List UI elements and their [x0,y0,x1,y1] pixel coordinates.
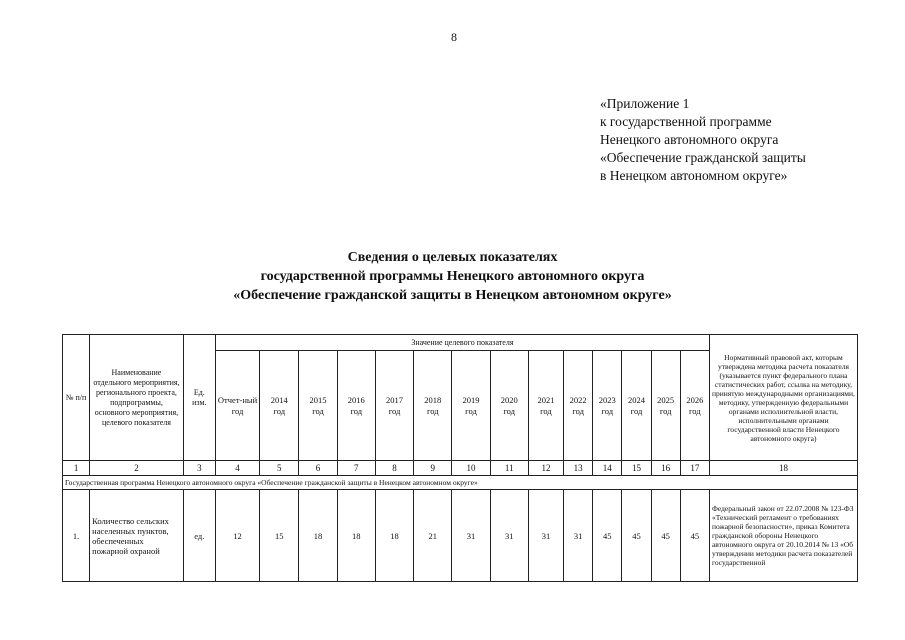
document-title [0,248,905,305]
value-cell: 21 [414,490,452,582]
col-number: 14 [593,461,622,476]
header-year-2021: 2021 год [528,351,563,461]
value-cell: 31 [528,490,563,582]
value-cell: 31 [564,490,593,582]
col-number: 18 [709,461,857,476]
appendix-line: в Ненецком автономном округе» [600,168,788,183]
col-number: 7 [337,461,375,476]
value-cell: 45 [593,490,622,582]
value-cell: 45 [651,490,680,582]
header-year-2026: 2026 год [680,351,709,461]
col-number: 12 [528,461,563,476]
indicator-unit: ед. [183,490,215,582]
section-row [63,476,858,490]
header-year-2014: 2014 год [260,351,299,461]
section-title: Государственная программа Ненецкого автономного округа «Обеспечение гражданской защиты в Ненецком автономном округе» [63,476,858,490]
col-number: 16 [651,461,680,476]
col-number: 4 [215,461,259,476]
header-year-2019: 2019 год [452,351,490,461]
header-norm: Нормативный правовой акт, которым утверждена методика расчета показателя (указывается пункт федерального плана статистических работ, ссылка на методику, принятую международными организациями, методику, утвержденную федеральными органами исполнительной власти, исполнительными органами государственной власти Ненецкого автономного округа) [709,335,857,461]
indicator-name: Количество сельских населенных пунктов, обеспеченных пожарной охраной [90,490,184,582]
header-year-2016: 2016 год [337,351,375,461]
value-cell: 18 [337,490,375,582]
appendix-note [600,95,806,185]
header-year-2017: 2017 год [375,351,413,461]
page-number: 8 [451,30,457,44]
appendix-line: к государственной программе [600,114,772,129]
value-cell: 18 [375,490,413,582]
header-year-2022: 2022 год [564,351,593,461]
title-line: Сведения о целевых показателях [347,250,558,265]
header-no: № п/п [63,335,90,461]
appendix-line: «Обеспечение гражданской защиты [600,150,806,165]
header-year-2020: 2020 год [490,351,528,461]
value-cell: 45 [622,490,651,582]
header-year-2025: 2025 год [651,351,680,461]
appendix-line: «Приложение 1 [600,96,690,111]
col-number: 6 [299,461,337,476]
col-number: 13 [564,461,593,476]
norm-act: Федеральный закон от 22.07.2008 № 123-ФЗ «Технический регламент о требованиях пожарной безопасности», приказ Комитета гражданской обороны Ненецкого автономного округа от 20.10.2014 № 13 «Об утверждении методики расчета показателей государственной [709,490,857,582]
value-cell: 31 [490,490,528,582]
col-number: 11 [490,461,528,476]
value-cell: 45 [680,490,709,582]
title-line: «Обеспечение гражданской защиты в Ненецком автономном округе» [233,288,672,303]
header-name: Наименование отдельного мероприятия, регионального проекта, подпрограммы, основного мероприятия, целевого показателя [90,335,184,461]
header-report-year: Отчет-ный год [215,351,259,461]
value-cell: 12 [215,490,259,582]
header-year-2015: 2015 год [299,351,337,461]
col-number: 1 [63,461,90,476]
indicators-table [62,334,858,582]
header-year-2024: 2024 год [622,351,651,461]
table-row [63,490,858,582]
appendix-line: Ненецкого автономного округа [600,132,779,147]
col-number: 8 [375,461,413,476]
value-cell: 31 [452,490,490,582]
col-number: 3 [183,461,215,476]
row-number: 1. [63,490,90,582]
col-number: 15 [622,461,651,476]
header-year-2018: 2018 год [414,351,452,461]
header-unit: Ед. изм. [183,335,215,461]
header-year-2023: 2023 год [593,351,622,461]
col-number: 5 [260,461,299,476]
value-cell: 15 [260,490,299,582]
col-number: 2 [90,461,184,476]
header-value-group: Значение целевого показателя [215,335,709,351]
col-number: 17 [680,461,709,476]
title-line: государственной программы Ненецкого автономного округа [260,269,645,284]
col-number: 10 [452,461,490,476]
col-number: 9 [414,461,452,476]
column-number-row [63,461,858,476]
value-cell: 18 [299,490,337,582]
